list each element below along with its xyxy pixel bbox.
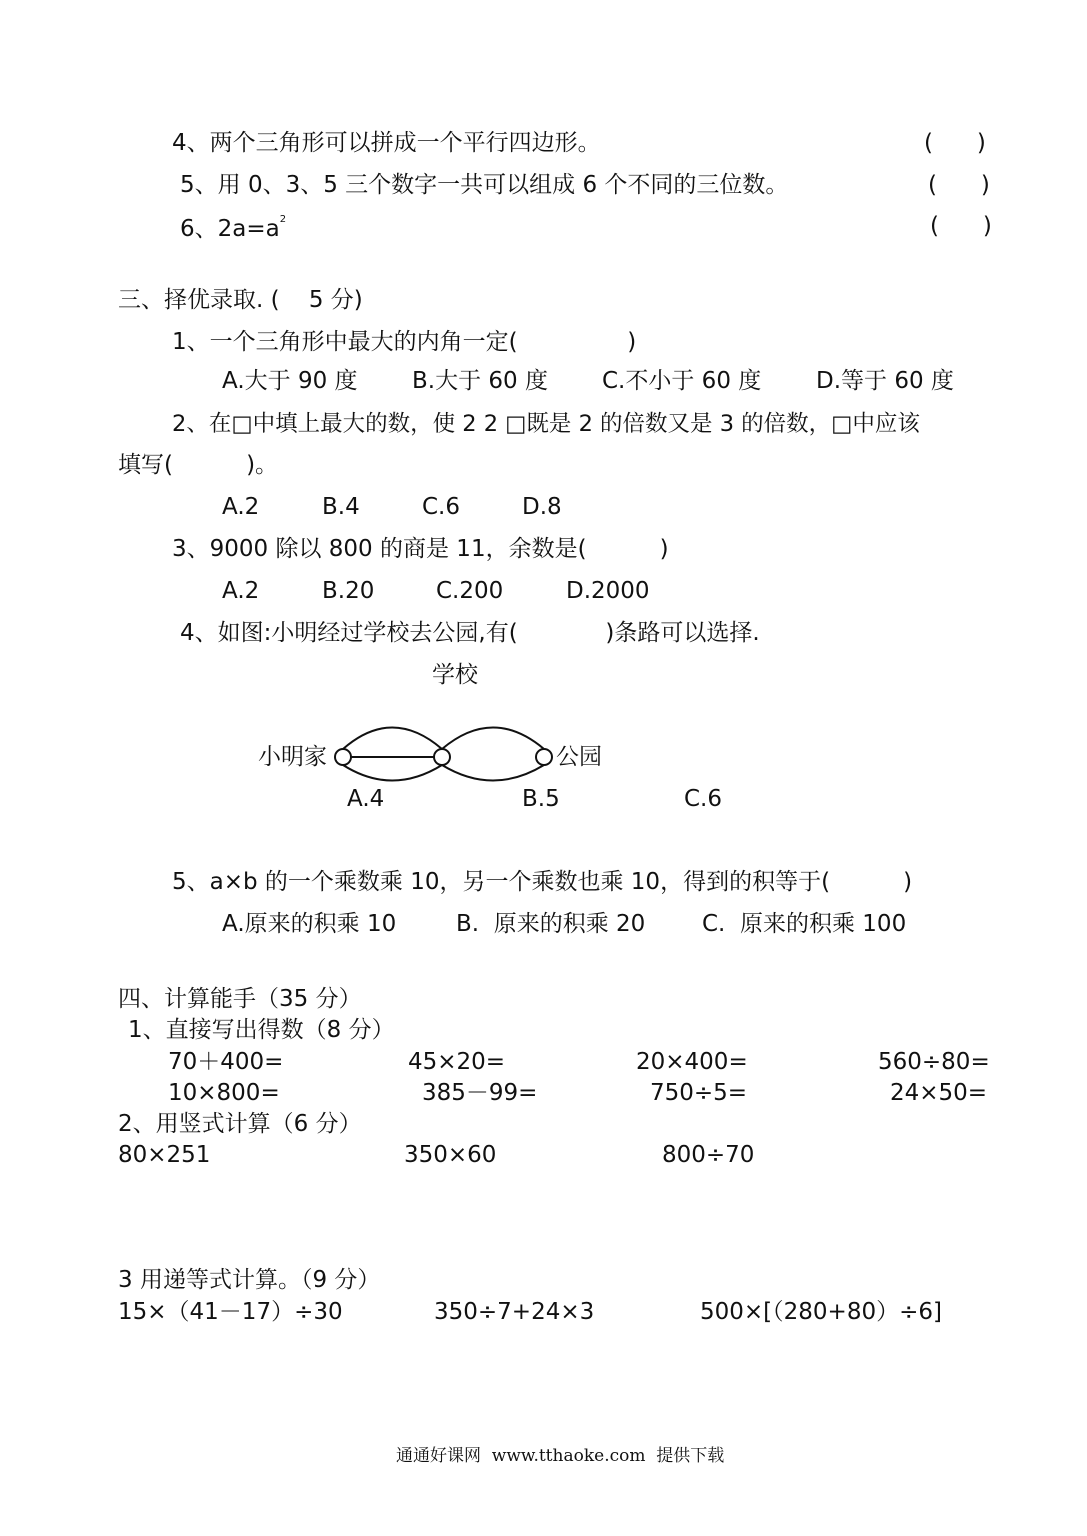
answer-blank: ( ): [924, 130, 986, 156]
route-school-park-upper: [442, 728, 544, 750]
question-stem: 3、9000 除以 800 的商是 11，余数是( ): [172, 536, 669, 562]
option: C.200: [436, 578, 504, 604]
option: A.2: [222, 494, 260, 520]
route-home-school-lower: [343, 765, 442, 781]
option: B. 原来的积乘 20: [456, 911, 646, 937]
answer-blank: ( ): [930, 213, 992, 239]
judgment-item-6-text: 6、2a=a: [180, 216, 280, 242]
option: A.4: [347, 786, 385, 812]
section-title: 四、计算能手（35 分）: [118, 986, 362, 1012]
option: B.5: [522, 786, 560, 812]
calc-item: 45×20=: [408, 1049, 506, 1075]
node-school: [434, 749, 450, 765]
calc-item: 385－99=: [422, 1080, 538, 1106]
section-title: 三、择优录取. ( 5 分): [118, 287, 363, 313]
calc-item: 15×（41－17）÷30: [118, 1299, 343, 1325]
subsection-title: 3 用递等式计算。（9 分）: [118, 1267, 381, 1293]
calc-item: 24×50=: [890, 1080, 988, 1106]
option: A.大于 90 度: [222, 368, 358, 394]
calc-item: 500×[（280+80）÷6]: [700, 1299, 942, 1325]
judgment-item-5: 5、用 0、3、5 三个数字一共可以组成 6 个不同的三位数。: [180, 172, 789, 198]
calc-item: 800÷70: [662, 1142, 755, 1168]
option: C.6: [684, 786, 723, 812]
question-stem: 1、一个三角形中最大的内角一定( ): [172, 329, 637, 355]
option: C.不小于 60 度: [602, 368, 762, 394]
diagram-label-school: 学校: [432, 662, 478, 688]
calc-item: 80×251: [118, 1142, 211, 1168]
option: C. 原来的积乘 100: [702, 911, 907, 937]
node-park: [536, 749, 552, 765]
option: B.20: [322, 578, 375, 604]
question-stem: 2、在□中填上最大的数，使 2 2 □既是 2 的倍数又是 3 的倍数，□中应该: [172, 411, 920, 437]
option: B.大于 60 度: [412, 368, 548, 394]
subsection-title: 1、直接写出得数（8 分）: [128, 1017, 395, 1043]
superscript: 2: [279, 214, 287, 225]
option: D.8: [522, 494, 562, 520]
option: A.原来的积乘 10: [222, 911, 397, 937]
calc-item: 350÷7+24×3: [434, 1299, 595, 1325]
diagram-label-park: 公园: [556, 744, 602, 770]
diagram-label-home: 小明家: [258, 744, 327, 770]
route-school-park-lower: [442, 765, 544, 781]
route-home-school-upper: [343, 728, 442, 750]
question-stem: 4、如图:小明经过学校去公园,有( )条路可以选择.: [180, 620, 760, 646]
calc-item: 70＋400=: [168, 1049, 284, 1075]
question-stem: 5、a×b 的一个乘数乘 10，另一个乘数也乘 10，得到的积等于( ): [172, 869, 913, 895]
question-stem-cont: 填写( )。: [118, 452, 279, 478]
option: C.6: [422, 494, 461, 520]
option: A.2: [222, 578, 260, 604]
subsection-title: 2、用竖式计算（6 分）: [118, 1111, 362, 1137]
answer-blank: ( ): [928, 172, 990, 198]
calc-item: 10×800=: [168, 1080, 280, 1106]
judgment-item-4: 4、两个三角形可以拼成一个平行四边形。: [172, 130, 601, 156]
calc-item: 750÷5=: [650, 1080, 748, 1106]
calc-item: 20×400=: [636, 1049, 748, 1075]
option: B.4: [322, 494, 360, 520]
option: D.等于 60 度: [816, 368, 954, 394]
option: D.2000: [566, 578, 650, 604]
calc-item: 350×60: [404, 1142, 497, 1168]
calc-item: 560÷80=: [878, 1049, 990, 1075]
node-home: [335, 749, 351, 765]
footer-text: 通通好课网 www.tthaoke.com 提供下载: [396, 1446, 725, 1466]
